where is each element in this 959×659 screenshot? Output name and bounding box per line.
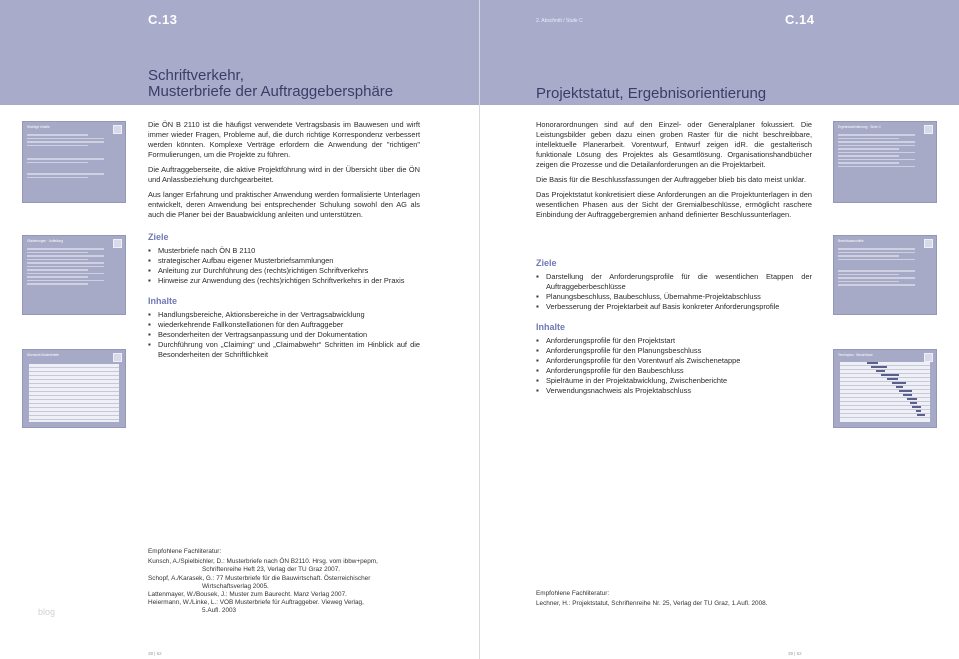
right-inhalte-heading: Inhalte xyxy=(536,322,566,332)
thumbnail-marker xyxy=(924,239,933,248)
literature-entry: Heiermann, W./Linke, L.: VOB Musterbriefe für Auftraggeber. Vieweg Verlag, xyxy=(148,599,364,607)
right-paragraph-2: Die Basis für die Beschlussfassungen der Auftraggeber blieb bis dato meist unklar. xyxy=(536,175,806,184)
literature-entry: Schriftenreihe Heft 23, Verlag der TU Graz 2007. xyxy=(202,566,341,574)
left-ziele-list xyxy=(148,246,420,286)
thumbnail-marker xyxy=(113,239,122,248)
thumbnail-title: Wichtige Inhalte xyxy=(27,125,50,129)
left-paragraph-2: Die Auftraggeberseite, die aktive Projektführung wird in der Übersicht über die ÖN und Anlassbeziehung durchgearbeitet. xyxy=(148,165,420,184)
left-thumbnail-1 xyxy=(22,121,126,203)
list-item: ▪ Durchführung von „Claiming“ und „Claimabwehr“ Schritten im Hinblick auf die Besonderheiten der Schriftlichkeit xyxy=(148,340,420,360)
thumbnail-marker xyxy=(113,353,122,362)
list-item: ▪ Verbesserung der Projektarbeit auf Basis konkreter Anforderungsprofile xyxy=(536,302,812,312)
thumbnail-marker xyxy=(924,125,933,134)
list-item: ▪ Anforderungsprofile für den Projektstart xyxy=(536,336,812,346)
left-paragraph-3: Aus langer Erfahrung und praktischer Anwendung werden formalisierte Unterlagen entwickelt, deren Anwendung bei entsprechender Schulung sowohl den AG als auch die Planer bei der Bauabwicklung anleiten und unterstützen. xyxy=(148,190,420,219)
thumbnail-table xyxy=(29,364,119,422)
list-item: ▪ Anforderungsprofile für den Baubeschluss xyxy=(536,366,812,376)
literature-entry: Kunsch, A./Spielbichler, D.: Musterbriefe nach ÖN B2110. Hrsg. vom ibbw+pepm, xyxy=(148,558,378,566)
right-ziele-list xyxy=(536,272,812,312)
list-item: ▪ Darstellung der Anforderungsprofile für die wesentlichen Etappen der Auftraggeberbeschlüsse xyxy=(536,272,812,292)
watermark: blog xyxy=(38,607,56,617)
right-paragraph-3: Das Projektstatut konkretisiert diese Anforderungen an die Projektunterlagen in den wesentlichen Phasen aus der Sicht der Gremialbeschlüsse, ermöglicht raschere Einbindung der Auftraggebergremien anhand definierter Beschlussunterlagen. xyxy=(536,190,812,219)
left-page xyxy=(0,0,479,659)
right-thumbnail-2 xyxy=(833,235,937,315)
thumbnail-title: Ergebnisorientierung · Stufe C xyxy=(838,125,881,129)
left-body xyxy=(148,120,420,360)
list-item: ▪ strategischer Aufbau eigener Musterbriefsammlungen xyxy=(148,256,420,266)
list-item: ▪ Musterbriefe nach ÖN B 2110 xyxy=(148,246,420,256)
list-item: ▪ Hinweise zur Anwendung des (rechts)richtigen Schriftverkehrs in der Praxis xyxy=(148,276,420,286)
thumbnail-title: Terminplan · Beschlüsse xyxy=(838,353,873,357)
literature-entry: Lechner, H.: Projektstatut, Schriftenreihe Nr. 25, Verlag der TU Graz, 1.Aufl. 2008. xyxy=(536,600,768,608)
literature-entry: Wirtschaftsverlag 2005. xyxy=(202,582,269,590)
thumbnail-gantt xyxy=(840,362,930,422)
literature-heading: Empfohlene Fachliteratur: xyxy=(536,590,610,597)
literature-entry: Schopf, A./Karasek, G.: 77 Musterbriefe für die Bauwirtschaft. Österreichischer xyxy=(148,574,371,582)
thumbnail-marker xyxy=(113,125,122,134)
right-page-footer: 39 | 62 xyxy=(788,651,802,656)
right-thumbnail-3 xyxy=(833,349,937,428)
list-item: ▪ wiederkehrende Fallkonstellationen für den Auftraggeber xyxy=(148,320,420,330)
left-page-label: C.13 xyxy=(148,12,178,27)
list-item: ▪ Handlungsbereiche, Aktionsbereiche in der Vertragsabwicklung xyxy=(148,310,420,320)
left-page-footer: 38 | 62 xyxy=(148,651,162,656)
right-inhalte-list xyxy=(536,336,812,396)
right-page-label: C.14 xyxy=(785,12,815,27)
left-inhalte-heading: Inhalte xyxy=(148,296,178,306)
thumbnail-title: Gliederungen · Aufteilung xyxy=(27,239,63,243)
left-ziele-heading: Ziele xyxy=(148,232,169,242)
right-page-title: Projektstatut, Ergebnisorientierung xyxy=(536,85,767,102)
right-thumbnail-1 xyxy=(833,121,937,203)
right-literature xyxy=(536,590,767,608)
thumbnail-title: Beschlussmodelle xyxy=(838,239,864,243)
list-item: ▪ Anleitung zur Durchführung des (rechts)richtigen Schriftverkehrs xyxy=(148,266,420,276)
left-inhalte-list xyxy=(148,310,420,360)
left-page-title xyxy=(148,68,393,100)
list-item: ▪ Anforderungsprofile für den Vorentwurf als Zwischenetappe xyxy=(536,356,812,366)
list-item: ▪ Planungsbeschluss, Baubeschluss, Übernahme-Projektabschluss xyxy=(536,292,812,302)
right-page xyxy=(480,0,959,659)
left-thumbnail-3 xyxy=(22,349,126,428)
left-literature xyxy=(148,548,378,616)
left-thumbnail-2 xyxy=(22,235,126,315)
list-item: ▪ Anforderungsprofile für den Planungsbeschluss xyxy=(536,346,812,356)
right-section-label: 2. Abschnitt / Stufe C xyxy=(536,18,583,24)
list-item: ▪ Verwendungsnachweis als Projektabschluss xyxy=(536,386,812,396)
right-ziele-heading: Ziele xyxy=(536,258,557,268)
literature-entry: 5.Aufl. 2003 xyxy=(202,607,237,615)
literature-entry: Lattenmayer, W./Bousek, J.: Muster zum Baurecht. Manz Verlag 2007. xyxy=(148,591,347,599)
left-title-line1: Schriftverkehr, xyxy=(148,67,244,84)
right-body xyxy=(536,120,812,396)
thumbnail-title: Übersicht Musterbriefe xyxy=(27,353,60,357)
list-item: ▪ Besonderheiten der Vertragsanpassung und der Dokumentation xyxy=(148,330,420,340)
list-item: ▪ Spielräume in der Projektabwicklung, Zwischenberichte xyxy=(536,376,812,386)
left-title-line2: Musterbriefe der Auftraggebersphäre xyxy=(148,83,394,100)
thumbnail-marker xyxy=(924,353,933,362)
literature-heading: Empfohlene Fachliteratur: xyxy=(148,548,222,555)
left-paragraph-1: Die ÖN B 2110 ist die häufigst verwendete Vertragsbasis im Bauwesen und wirft immer wieder Fragen, Probleme auf, die durch richtige Korrespondenz verbessert werden könnten. Komplexe Verträge erfordern die Anwendung der "richtigen" Formulierungen, um die Projekte zu führen. xyxy=(148,120,420,159)
right-paragraph-1: Honorarordnungen sind auf den Einzel- oder Generalplaner fokussiert. Die Leistungsbilder geben dazu einen groben Raster für die nicht beschreibbare, intellektuelle Planerarbeit. Vorentwurf, Entwurf zeigen idR. die gestalterisch funktionale Lösung des Projektes als Gesamtlösung. Organisationshandbücher zeigen die Prozesse und die Detailanforderungen an die Projektarbeit. xyxy=(536,120,812,169)
